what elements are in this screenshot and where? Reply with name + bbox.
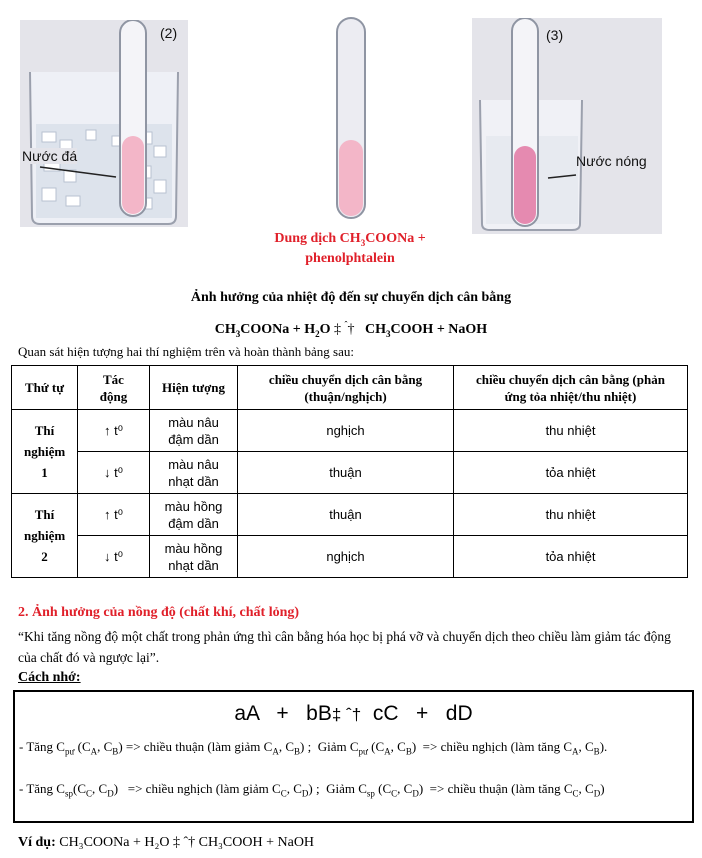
header-action: Tác động bbox=[78, 366, 150, 410]
main-equation: $CH_3COONa + H_2O$ ‡ $^ˆ$† $CH_3COOH$ + NaOH bbox=[214, 319, 488, 339]
rule-product: - Tăng $C_{sp}(C_C$, $C_D$) => chiều nghịch (làm giảm $C_C$, $C_D$) ; Giảm $C_{sp}$ ($C_C$, $C_D$) => chiều thuận (làm tăng $C_C$, $C_D$) bbox=[19, 781, 605, 799]
beaker-ice-photo bbox=[20, 20, 188, 227]
rule-reactant: - Tăng $C_{pư}$ ($C_A$, $C_B$) => chiều thuận (làm giảm $C_A$, $C_B$) ; Giảm $C_{pư}$ ($C_A$, $C_B$) => chiều nghịch (làm tăng $C_A$, $C_B$). bbox=[19, 739, 608, 757]
table-row bbox=[12, 410, 688, 452]
table-row bbox=[12, 494, 688, 536]
ice-water-label: Nước đá bbox=[22, 148, 78, 164]
example-equation: CH₃COONa + H₂O ‡ ˆ† CH₃COOH + NaOH bbox=[59, 835, 315, 850]
heat-cell: thu nhiệt bbox=[454, 494, 688, 536]
caption-line-2: phenolphtalein bbox=[305, 251, 395, 266]
figure-label-2: (2) bbox=[160, 25, 178, 41]
phenomenon-cell: màu hồng nhạt dần bbox=[150, 536, 238, 578]
phenomenon-cell: màu hồng đậm dần bbox=[150, 494, 238, 536]
observation-table bbox=[11, 365, 688, 578]
test-tube-photo bbox=[333, 16, 371, 222]
memo-label: Cách nhớ: bbox=[18, 670, 81, 685]
example-line bbox=[18, 835, 314, 851]
action-cell: ↑ t⁰ bbox=[78, 494, 150, 536]
instruction-text: Quan sát hiện tượng hai thí nghiệm trên và hoàn thành bảng sau: bbox=[18, 344, 354, 359]
header-heat: chiều chuyển dịch cân bằng (phản ứng tỏa nhiệt/thu nhiệt) bbox=[454, 366, 688, 410]
action-cell: ↓ t⁰ bbox=[78, 536, 150, 578]
group-name: Thí nghiệm 1 bbox=[12, 410, 78, 494]
memo-box bbox=[13, 690, 694, 823]
action-cell: ↓ t⁰ bbox=[78, 452, 150, 494]
phenomenon-cell: màu nâu đậm dần bbox=[150, 410, 238, 452]
table-header-row bbox=[12, 366, 688, 410]
direction-cell: thuận bbox=[238, 494, 454, 536]
header-order: Thứ tự bbox=[12, 366, 78, 410]
hot-water-label: Nước nóng bbox=[576, 153, 647, 169]
heat-cell: tỏa nhiệt bbox=[454, 452, 688, 494]
action-cell: ↑ t⁰ bbox=[78, 410, 150, 452]
example-label: Ví dụ: bbox=[18, 835, 56, 850]
heat-cell: thu nhiệt bbox=[454, 410, 688, 452]
section2-title: 2. Ảnh hưởng của nồng độ (chất khí, chất lỏng) bbox=[18, 605, 300, 620]
header-phenomenon: Hiện tượng bbox=[150, 366, 238, 410]
group-name: Thí nghiệm 2 bbox=[12, 494, 78, 578]
heat-cell: tỏa nhiệt bbox=[454, 536, 688, 578]
table-row bbox=[12, 452, 688, 494]
phenomenon-cell: màu nâu nhạt dần bbox=[150, 452, 238, 494]
header-direction: chiều chuyển dịch cân bằng (thuận/nghịch) bbox=[238, 366, 454, 410]
general-equation: aA + bB‡ ˆ† cC + dD bbox=[234, 702, 473, 725]
direction-cell: thuận bbox=[238, 452, 454, 494]
section-heading: Ảnh hưởng của nhiệt độ đến sự chuyển dịch cân bằng bbox=[190, 290, 512, 305]
figure-label-3: (3) bbox=[546, 27, 564, 43]
caption-line-1: Dung dịch $CH_3COONa$ + bbox=[274, 231, 426, 248]
figure-caption bbox=[240, 229, 460, 269]
direction-cell: nghịch bbox=[238, 536, 454, 578]
table-row bbox=[12, 536, 688, 578]
beaker-hot-photo bbox=[472, 18, 662, 234]
direction-cell: nghịch bbox=[238, 410, 454, 452]
section2-quote: “Khi tăng nồng độ một chất trong phản ứng thì cân bằng hóa học bị phá vỡ và chuyển dịch theo chiều làm giảm tác động của chất đó và ngược lại”. bbox=[18, 629, 671, 665]
